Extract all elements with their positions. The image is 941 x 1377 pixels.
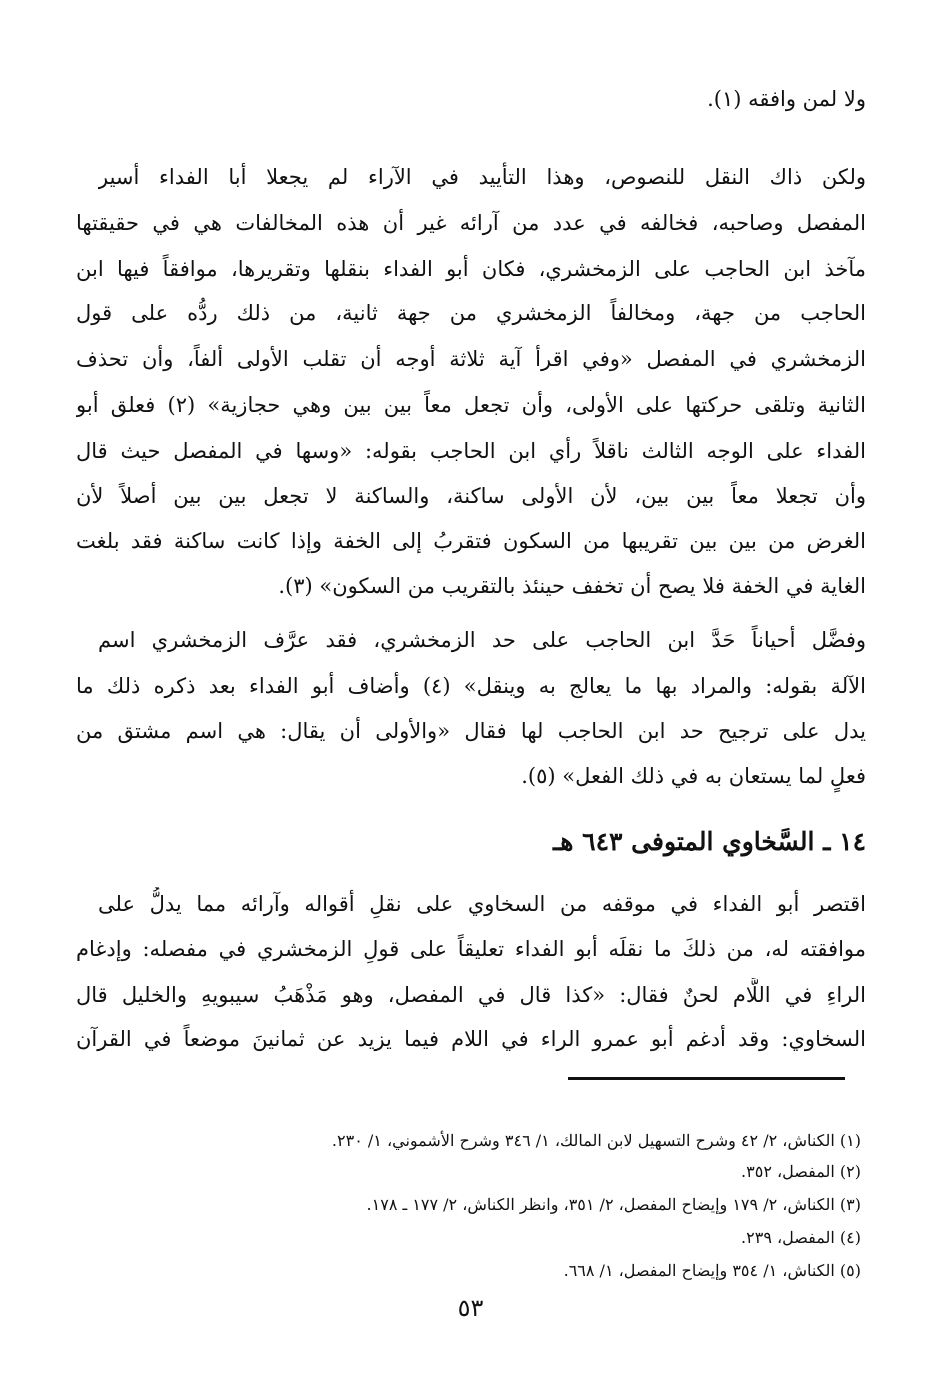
text-line: اقتصر أبو الفداء في موقفه من السخاوي على نقلِ أقواله وآرائه مما يدلُّ على [98,892,866,916]
text-line: الآلة بقوله: والمراد بها ما يعالج به وينقل» (٤) وأضاف أبو الفداء بعد ذكره ذلك ما [76,674,866,698]
footnote: (٤) المفصل، ٢٣٩. [741,1228,861,1247]
text-line: وفضَّل أحياناً حَدَّ ابن الحاجب على حد الزمخشري، فقد عرَّف الزمخشري اسم [98,628,866,652]
text-line: ولكن ذاك النقل للنصوص، وهذا التأييد في الآراء لم يجعلا أبا الفداء أسير [98,165,866,189]
text-line: الفداء على الوجه الثالث ناقلاً رأي ابن الحاجب بقوله: «وسها في المفصل حيث قال [76,439,866,463]
footnote: (١) الكناش، ٢/ ٤٢ وشرح التسهيل لابن المالك، ١/ ٣٤٦ وشرح الأشموني، ١/ ٢٣٠. [331,1131,861,1150]
text-line: الغاية في الخفة فلا يصح أن تخفف حينئذ بالتقريب من السكون» (٣). [278,574,866,598]
footnote: (٢) المفصل، ٣٥٢. [741,1162,861,1181]
text-line: مآخذ ابن الحاجب على الزمخشري، فكان أبو الفداء بنقلها وتقريرها، موافقاً فيها ابن [76,257,866,281]
text-line: الزمخشري في المفصل «وفي اقرأ آية ثلاثة أوجه أن تقلب الأولى ألفاً، وأن تحذف [76,347,866,371]
text-line: يدل على ترجيح حد ابن الحاجب لها فقال «والأولى أن يقال: هي اسم مشتق من [76,719,866,743]
text-line: الغرض من بين بين تقريبها من السكون فتقربُ إلى الخفة وإذا كانت ساكنة فقد بلغت [76,529,866,553]
text-line: موافقته له، من ذلكَ ما نقلَه أبو الفداء تعليقاً على قولِ الزمخشري في مفصله: وإدغام [76,937,866,961]
text-line: الراءِ في اللَّام لحنٌ فقال: «كذا قال في المفصل، وهو مَذْهَبُ سيبويهِ والخليل قال [76,983,866,1007]
section-heading: ١٤ ـ السَّخاوي المتوفى ٦٤٣ هـ [552,827,866,856]
text-line: المفصل وصاحبه، فخالفه في عدد من آرائه غير أن هذه المخالفات هي في حقيقتها [76,211,866,235]
footnote: (٣) الكناش، ٢/ ١٧٩ وإيضاح المفصل، ٢/ ٣٥١، وانظر الكناش، ٢/ ١٧٧ ـ ١٧٨. [366,1195,861,1214]
text-line: فعلٍ لما يستعان به في ذلك الفعل» (٥). [521,764,866,788]
text-line: السخاوي: وقد أدغم أبو عمرو الراء في اللام فيما يزيد عن ثمانينَ موضعاً في القرآن [76,1027,866,1051]
page-number: ٥٣ [457,1294,484,1322]
footnote-separator [568,1077,845,1080]
text-line: ولا لمن وافقه (١). [707,87,866,111]
text-line: الحاجب من جهة، ومخالفاً الزمخشري من جهة ثانية، من ذلك ردُّه على قول [76,301,866,325]
footnote: (٥) الكناش، ١/ ٣٥٤ وإيضاح المفصل، ١/ ٦٦٨. [563,1261,861,1280]
text-line: الثانية وتلقى حركتها على الأولى، وأن تجعل معاً بين بين وهي حجازية» (٢) فعلق أبو [76,393,866,417]
text-line: وأن تجعلا معاً بين بين، لأن الأولى ساكنة، والساكنة لا تجعل بين بين أصلاً لأن [76,484,866,508]
